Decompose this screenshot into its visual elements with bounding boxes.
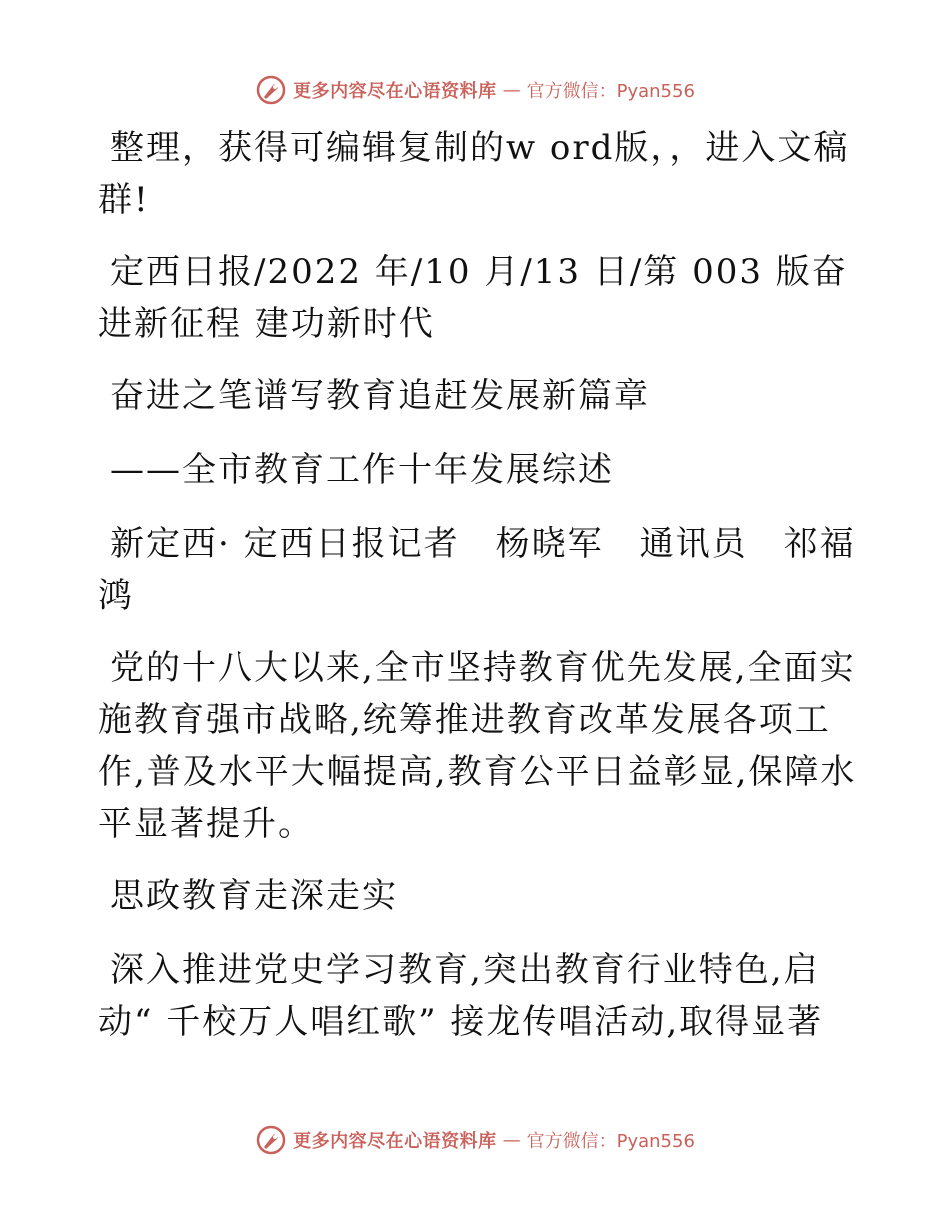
banner-separator: — bbox=[502, 79, 521, 101]
footer-banner bbox=[0, 1120, 950, 1160]
article-subtitle: ——全市教育工作十年发展综述 bbox=[110, 450, 614, 490]
banner-separator: — bbox=[502, 1129, 521, 1151]
article-byline: 新定西· 定西日报记者 杨晓军 通讯员 祁福鸿 bbox=[98, 524, 856, 616]
article-title: 奋进之笔谱写教育追赶发展新篇章 bbox=[110, 376, 650, 416]
banner-wechat: 官方微信：Pyan556 bbox=[526, 81, 695, 102]
paragraph-body-2: 深入推进党史学习教育,突出教育行业特色,启动“ 千校万人唱红歌” 接龙传唱活动,取得显著 bbox=[98, 950, 824, 1042]
banner-title: 更多内容尽在心语资料库 bbox=[293, 81, 497, 102]
pen-nib-logo-icon bbox=[255, 74, 287, 106]
banner-wechat: 官方微信：Pyan556 bbox=[526, 1131, 695, 1152]
header-banner bbox=[0, 70, 950, 110]
paragraph-intro: 整理，获得可编辑复制的w ord版，，进入文稿群! bbox=[98, 128, 850, 220]
section-heading: 思政教育走深走实 bbox=[110, 876, 398, 916]
paragraph-body-1: 党的十八大以来,全市坚持教育优先发展,全面实施教育强市战略,统筹推进教育改革发展各项工作,普及水平大幅提高,教育公平日益彰显,保障水平显著提升。 bbox=[98, 648, 857, 844]
document-body bbox=[98, 122, 858, 1068]
paragraph-source: 定西日报/2022 年/10 月/13 日/第 003 版奋进新征程 建功新时代 bbox=[98, 252, 848, 344]
banner-title: 更多内容尽在心语资料库 bbox=[293, 1131, 497, 1152]
pen-nib-logo-icon bbox=[255, 1124, 287, 1156]
